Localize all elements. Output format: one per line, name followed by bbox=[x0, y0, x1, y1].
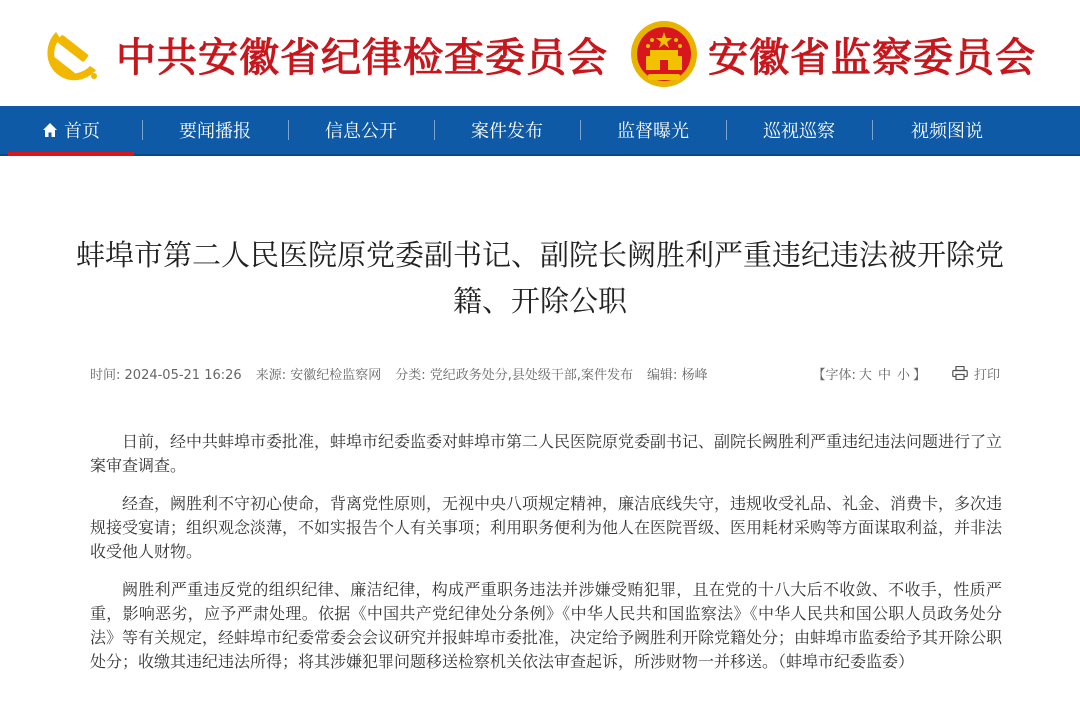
right-logo[interactable] bbox=[628, 14, 1036, 94]
meta-category: 分类: 党纪政务处分,县处级干部,案件发布 bbox=[395, 367, 634, 383]
meta-source: 来源: 安徽纪检监察网 bbox=[255, 367, 382, 383]
nav-item-info-disclosure[interactable] bbox=[288, 106, 434, 154]
nav-item-news[interactable] bbox=[142, 106, 288, 154]
meta-time: 时间: 2024-05-21 16:26 bbox=[90, 367, 242, 383]
print-button[interactable] bbox=[952, 364, 1000, 383]
nav-item-label: 巡视巡察 bbox=[763, 121, 835, 142]
party-emblem-icon bbox=[36, 18, 108, 90]
right-org-name: 安徽省监察委员会 bbox=[708, 33, 1036, 81]
meta-editor: 编辑: 杨峰 bbox=[647, 367, 708, 383]
nav-item-home[interactable] bbox=[0, 106, 142, 154]
nav-item-label: 视频图说 bbox=[911, 121, 983, 142]
article bbox=[0, 158, 1080, 720]
nav-item-exposure[interactable] bbox=[580, 106, 726, 154]
font-large-button[interactable]: 大 bbox=[858, 367, 872, 383]
nav-item-label: 信息公开 bbox=[325, 121, 397, 142]
meta-source-value: 安徽纪检监察网 bbox=[290, 367, 382, 383]
nav-item-label: 要闻播报 bbox=[179, 121, 251, 142]
home-icon bbox=[42, 122, 58, 138]
article-body bbox=[90, 430, 1002, 688]
font-small-button[interactable]: 小 bbox=[896, 367, 910, 383]
article-paragraph: 日前，经中共蚌埠市委批准，蚌埠市纪委监委对蚌埠市第二人民医院原党委副书记、副院长阙胜利严重违纪违法问题进行了立案审查调查。 bbox=[90, 432, 1003, 475]
font-size-control: 【字体: 大 中 小 】 bbox=[812, 367, 926, 383]
article-paragraph: 阙胜利严重违反党的组织纪律、廉洁纪律，构成严重职务违法并涉嫌受贿犯罪，且在党的十八大后不收敛、不收手，性质严重，影响恶劣，应予严肃处理。依据《中国共产党纪律处分条例》《中华人民共和国监察法》《中华人民共和国公职人员政务处分法》等有关规定，经蚌埠市纪委常委会会议研究并报蚌埠市委批准，决定给予阙胜利开除党籍处分；由蚌埠市监委给予其开除公职处分；收缴其违纪违法所得；将其涉嫌犯罪问题移送检察机关依法审查起诉，所涉财物一并移送。（蚌埠市纪委监委） bbox=[90, 580, 1003, 671]
meta-time-value: 2024-05-21 16:26 bbox=[124, 367, 242, 383]
meta-editor-value: 杨峰 bbox=[681, 367, 708, 383]
site-header bbox=[0, 0, 1080, 106]
nav-item-label: 案件发布 bbox=[471, 121, 543, 142]
font-medium-button[interactable]: 中 bbox=[877, 367, 891, 383]
meta-category-value: 党纪政务处分,县处级干部,案件发布 bbox=[429, 367, 634, 383]
nav-item-label: 监督曝光 bbox=[617, 121, 689, 142]
left-org-name: 中共安徽省纪律检查委员会 bbox=[116, 33, 608, 81]
printer-icon bbox=[952, 366, 968, 380]
nav-item-inspection[interactable] bbox=[726, 106, 872, 154]
left-logo[interactable] bbox=[36, 14, 608, 94]
nav-item-case-release[interactable] bbox=[434, 106, 580, 154]
article-meta bbox=[90, 363, 1000, 383]
print-label: 打印 bbox=[973, 367, 1000, 383]
national-emblem-icon bbox=[628, 18, 700, 90]
nav-item-label: 首页 bbox=[64, 121, 100, 142]
article-title: 蚌埠市第二人民医院原党委副书记、副院长阙胜利严重违纪违法被开除党籍、开除公职 bbox=[75, 238, 1004, 318]
main-nav bbox=[0, 106, 1080, 156]
nav-item-video[interactable] bbox=[872, 106, 1022, 154]
article-paragraph: 经查，阙胜利不守初心使命，背离党性原则，无视中央八项规定精神，廉洁底线失守，违规收受礼品、礼金、消费卡，多次违规接受宴请；组织观念淡薄，不如实报告个人有关事项；利用职务便利为他人在医院晋级、医用耗材采购等方面谋取利益，并非法收受他人财物。 bbox=[90, 494, 1003, 561]
